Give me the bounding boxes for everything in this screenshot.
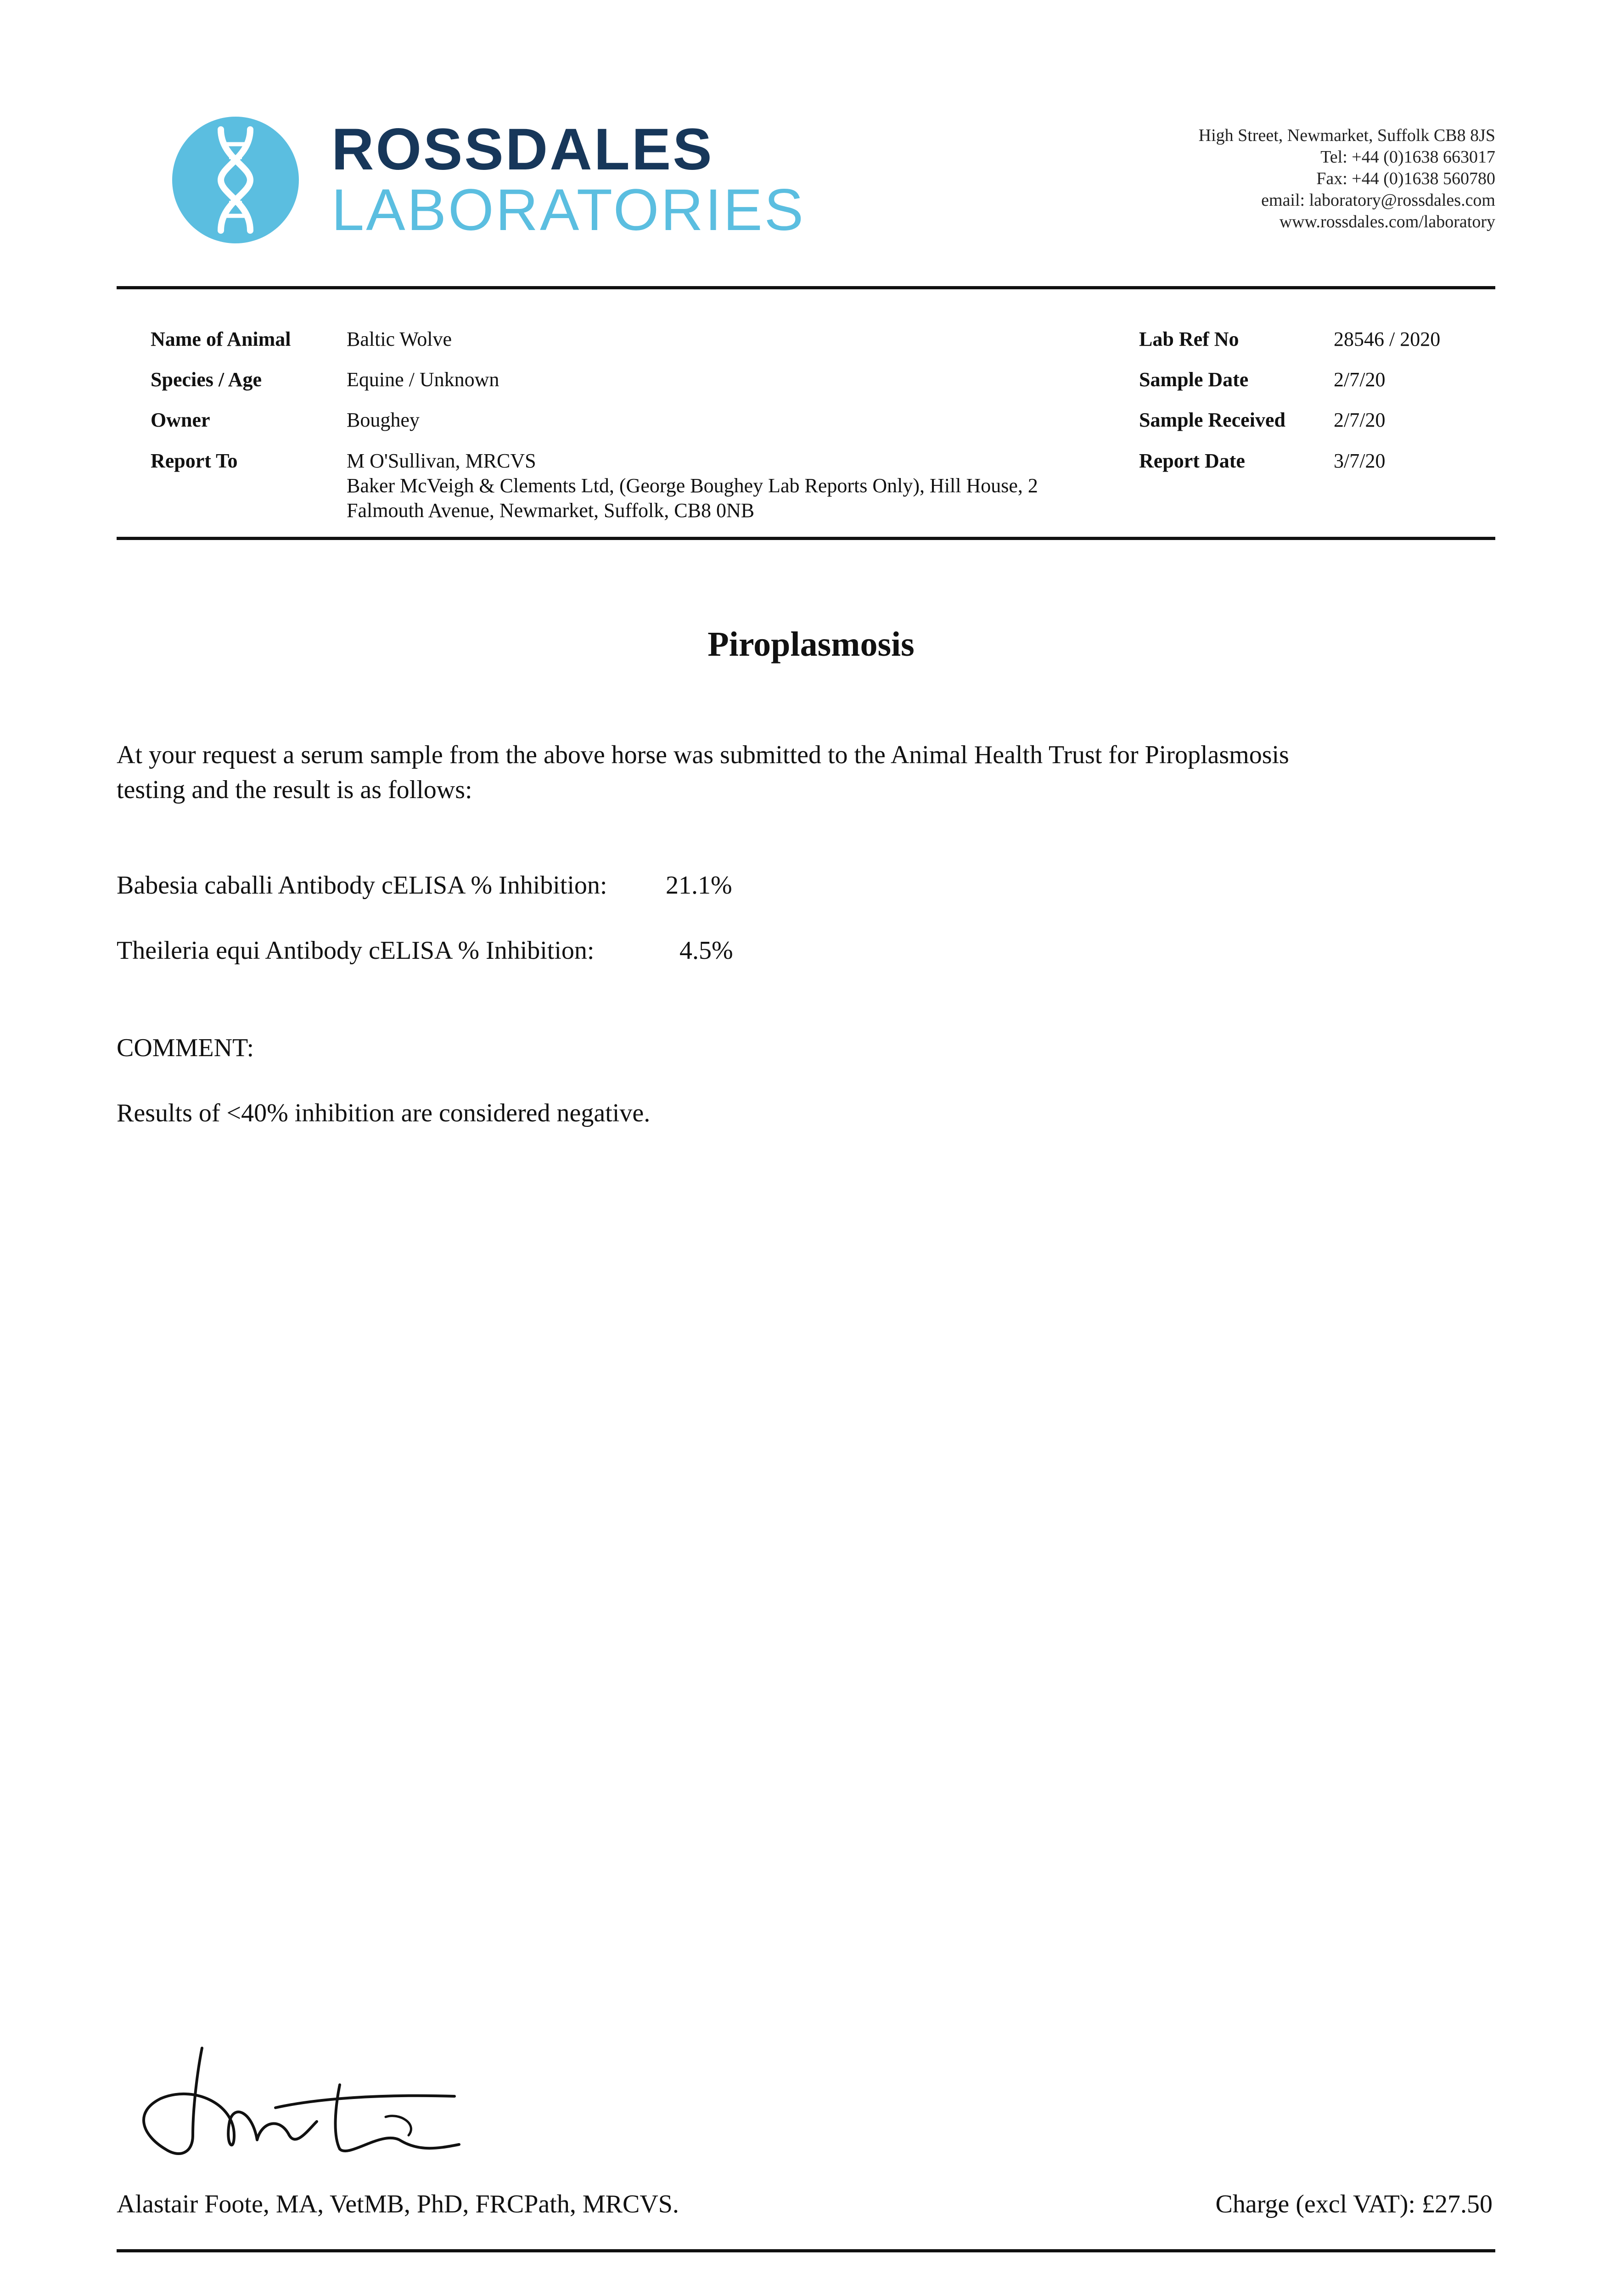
result-value-theileria: 4.5% [679, 936, 733, 965]
dna-helix-icon [171, 116, 300, 244]
owner-label: Owner [151, 409, 210, 431]
sample-date-label: Sample Date [1139, 368, 1249, 391]
intro-line: testing and the result is as follows: [117, 776, 472, 804]
name-of-animal-value: Baltic Wolve [347, 328, 452, 350]
info-divider [117, 537, 1495, 540]
result-label-babesia: Babesia caballi Antibody cELISA % Inhibition: [117, 871, 607, 900]
signature-image [124, 2043, 473, 2163]
report-title: Piroplasmosis [707, 625, 915, 664]
species-age-label: Species / Age [151, 368, 262, 391]
report-date-value: 3/7/20 [1334, 450, 1386, 472]
contact-tel: Tel: +44 (0)1638 663017 [1320, 147, 1495, 167]
report-to-line: M O'Sullivan, MRCVS [347, 450, 536, 472]
lab-ref-value: 28546 / 2020 [1334, 328, 1441, 350]
intro-line: At your request a serum sample from the above horse was submitted to the Animal Health Trust for Piroplasmosis [117, 741, 1289, 769]
comment-heading: COMMENT: [117, 1034, 254, 1062]
comment-text: Results of <40% inhibition are considered negative. [117, 1099, 651, 1127]
species-age-value: Equine / Unknown [347, 368, 500, 391]
contact-fax: Fax: +44 (0)1638 560780 [1316, 169, 1495, 188]
sample-received-label: Sample Received [1139, 409, 1285, 431]
footer-divider [117, 2249, 1495, 2252]
owner-value: Boughey [347, 409, 420, 431]
result-value-babesia: 21.1% [666, 871, 732, 900]
contact-website: www.rossdales.com/laboratory [1279, 212, 1495, 231]
header-divider [117, 286, 1495, 289]
report-to-line: Falmouth Avenue, Newmarket, Suffolk, CB8 0NB [347, 499, 755, 522]
lab-ref-label: Lab Ref No [1139, 328, 1239, 350]
brand-name-secondary: LABORATORIES [331, 177, 805, 243]
sample-date-value: 2/7/20 [1334, 368, 1386, 391]
brand-name-primary: ROSSDALES [331, 117, 714, 182]
name-of-animal-label: Name of Animal [151, 328, 291, 350]
contact-email: email: laboratory@rossdales.com [1261, 191, 1495, 210]
charge-amount: Charge (excl VAT): £27.50 [1215, 2190, 1493, 2218]
signer-name: Alastair Foote, MA, VetMB, PhD, FRCPath, MRCVS. [117, 2190, 679, 2218]
contact-address: High Street, Newmarket, Suffolk CB8 8JS [1198, 126, 1495, 145]
report-to-label: Report To [151, 450, 238, 472]
contact-block [1199, 125, 1495, 233]
report-to-line: Baker McVeigh & Clements Ltd, (George Boughey Lab Reports Only), Hill House, 2 [347, 474, 1038, 497]
report-date-label: Report Date [1139, 450, 1245, 472]
result-label-theileria: Theileria equi Antibody cELISA % Inhibition: [117, 936, 595, 965]
sample-received-value: 2/7/20 [1334, 409, 1386, 431]
